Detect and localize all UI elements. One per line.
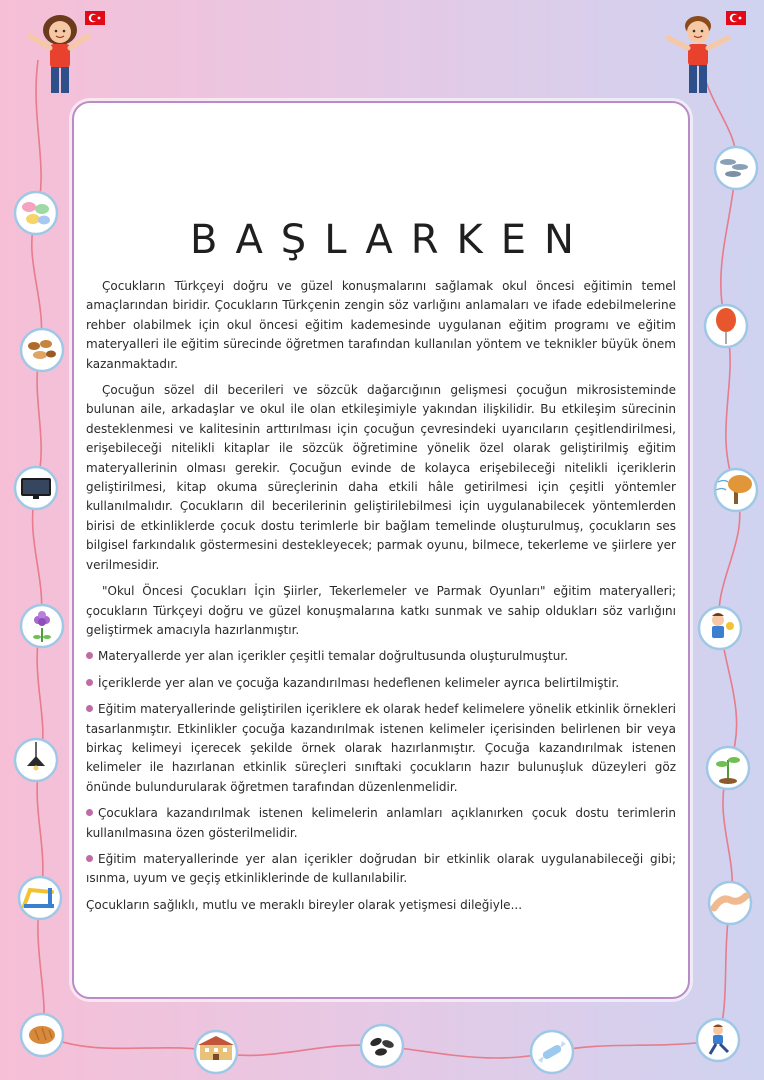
child-icon: [699, 607, 741, 649]
bullet-text: Eğitim materyallerinde yer alan içerikler doğrudan bir etkinlik olarak uygulanabileceği gibi; ısınma, uyum ve geçiş etkinliklerinde de kullanılabilir.: [86, 851, 676, 886]
bullet-text: Eğitim materyallerinde geliştirilen içeriklere ek olarak hedef kelimelere yönelik etkinlik örnekleri tasarlanmıştır. Etkinlikler çocuğa kazandırılmak istenen kelimeler içerisinden belirlenen bir veya birkaç kelimeyi içerecek şekilde örnek olarak hazırlanmıştır. Çocuğa kazandırılmak istenen kelimeler ile hazırlanan etkinlik süreçleri sınıftaki çocukların hazır bulunuşluk düzeyleri göz önünde bulundurularak öğretmen tarafından düzenlenmelidir.: [86, 702, 676, 794]
bullet-item: [86, 804, 676, 843]
sprout-icon: [707, 747, 749, 789]
paragraph: "Okul Öncesi Çocukları İçin Şiirler, Tekerlemeler ve Parmak Oyunları" eğitim materyalleri; çocukların Türkçeyi doğru ve güzel konuşmalarına katkı sunmak ve sahip oldukları söz varlığını geliştirmek amacıyla hazırlanmıştır.: [86, 584, 676, 637]
bullet-item: [86, 850, 676, 889]
body-text: [86, 277, 676, 922]
bullet-text: Materyallerde yer alan içerikler çeşitli temalar doğrultusunda oluşturulmuştur.: [98, 649, 569, 664]
bullet-dot-icon: [86, 809, 93, 816]
bullet-text: Çocuklara kazandırılmak istenen kelimelerin anlamları açıklanırken çocuk dostu terimlerin kullanılmasına özen gösterilmelidir.: [86, 806, 676, 840]
windy-tree-icon: [715, 469, 757, 511]
turkish-flag-icon: [85, 11, 105, 25]
bullet-dot-icon: [86, 652, 93, 659]
boy-icon: [668, 16, 728, 93]
school-icon: [195, 1031, 237, 1073]
nuts-icon: [21, 329, 63, 371]
slide-icon: [19, 877, 61, 919]
bullet-dot-icon: [86, 705, 93, 712]
bullet-dot-icon: [86, 855, 93, 862]
bullet-text: İçeriklerde yer alan ve çocuğa kazandırılması hedeflenen kelimeler ayrıca belirtilmiştir.: [98, 675, 620, 690]
flower-icon: [21, 605, 63, 647]
bullet-item: [86, 674, 676, 693]
bullet-item: [86, 647, 676, 666]
lamp-icon: [15, 739, 57, 781]
seeds-icon: [361, 1025, 403, 1067]
paragraph: Çocuğun sözel dil becerileri ve sözcük dağarcığının gelişmesi çocuğun mikrosisteminde bulunan aile, arkadaşlar ve okul ile olan etkileşimiyle yakından ilişkilidir. Bu etkileşim sürecinin desteklenmesi ve kalitesinin arttırılması için çocuğun çevresindeki uyarıcıların çeşitlendirilmesi, erişebileceği nitelikli kitaplar ile sözcük öğretimine yönelik özel olarak geliştirilmiş eğitim materyallerinin olması gerekir. Çocuğun evinde de kolayca erişebileceği nitelikli içeriklerin geliştirilmesi, kitap okuma süreçlerinin daha etkili hâle getirilmesi için çeşitli yöntemler kullanılmalıdır. Çocukların dil becerilerinin geliştirilebilmesi için uygulanabilecek yöntemlerden birisi de etkinliklerde çocuk dostu terimlerle bir bağlam temelinde oluşturulmuş, çocukların ses bilgisel farkındalık göstermesini destekleyecek; parmak oyunu, bilmece, tekerleme ve şiirlere yer verilmesidir.: [86, 383, 676, 572]
balloon-icon: [705, 305, 747, 347]
bullet-dot-icon: [86, 679, 93, 686]
turkish-flag-icon: [726, 11, 746, 25]
closing-line: Çocukların sağlıklı, mutlu ve meraklı bireyler olarak yetişmesi dileğiyle...: [86, 897, 523, 912]
running-child-icon: [697, 1019, 739, 1061]
television-icon: [15, 467, 57, 509]
bullet-item: [86, 700, 676, 797]
page-title: BAŞLARKEN: [190, 216, 592, 263]
hands-icon: [709, 882, 751, 924]
candy-icon: [531, 1031, 573, 1073]
girl-icon: [30, 15, 88, 93]
bread-icon: [21, 1014, 63, 1056]
fish-icon: [715, 147, 757, 189]
paragraph: Çocukların Türkçeyi doğru ve güzel konuşmalarını sağlamak okul öncesi eğitimin temel amaçlarından biridir. Çocukların Türkçenin zengin söz varlığını anlamaları ve ifade edebilmelerine rehber olabilmek için okul öncesi eğitim kademesinde uygulanan eğitim programı ve eğitim materyalleri ile eğitim sürecinde öğretmen tarafından kullanılan yöntem ve teknikler büyük önem kazanmaktadır.: [86, 279, 676, 371]
